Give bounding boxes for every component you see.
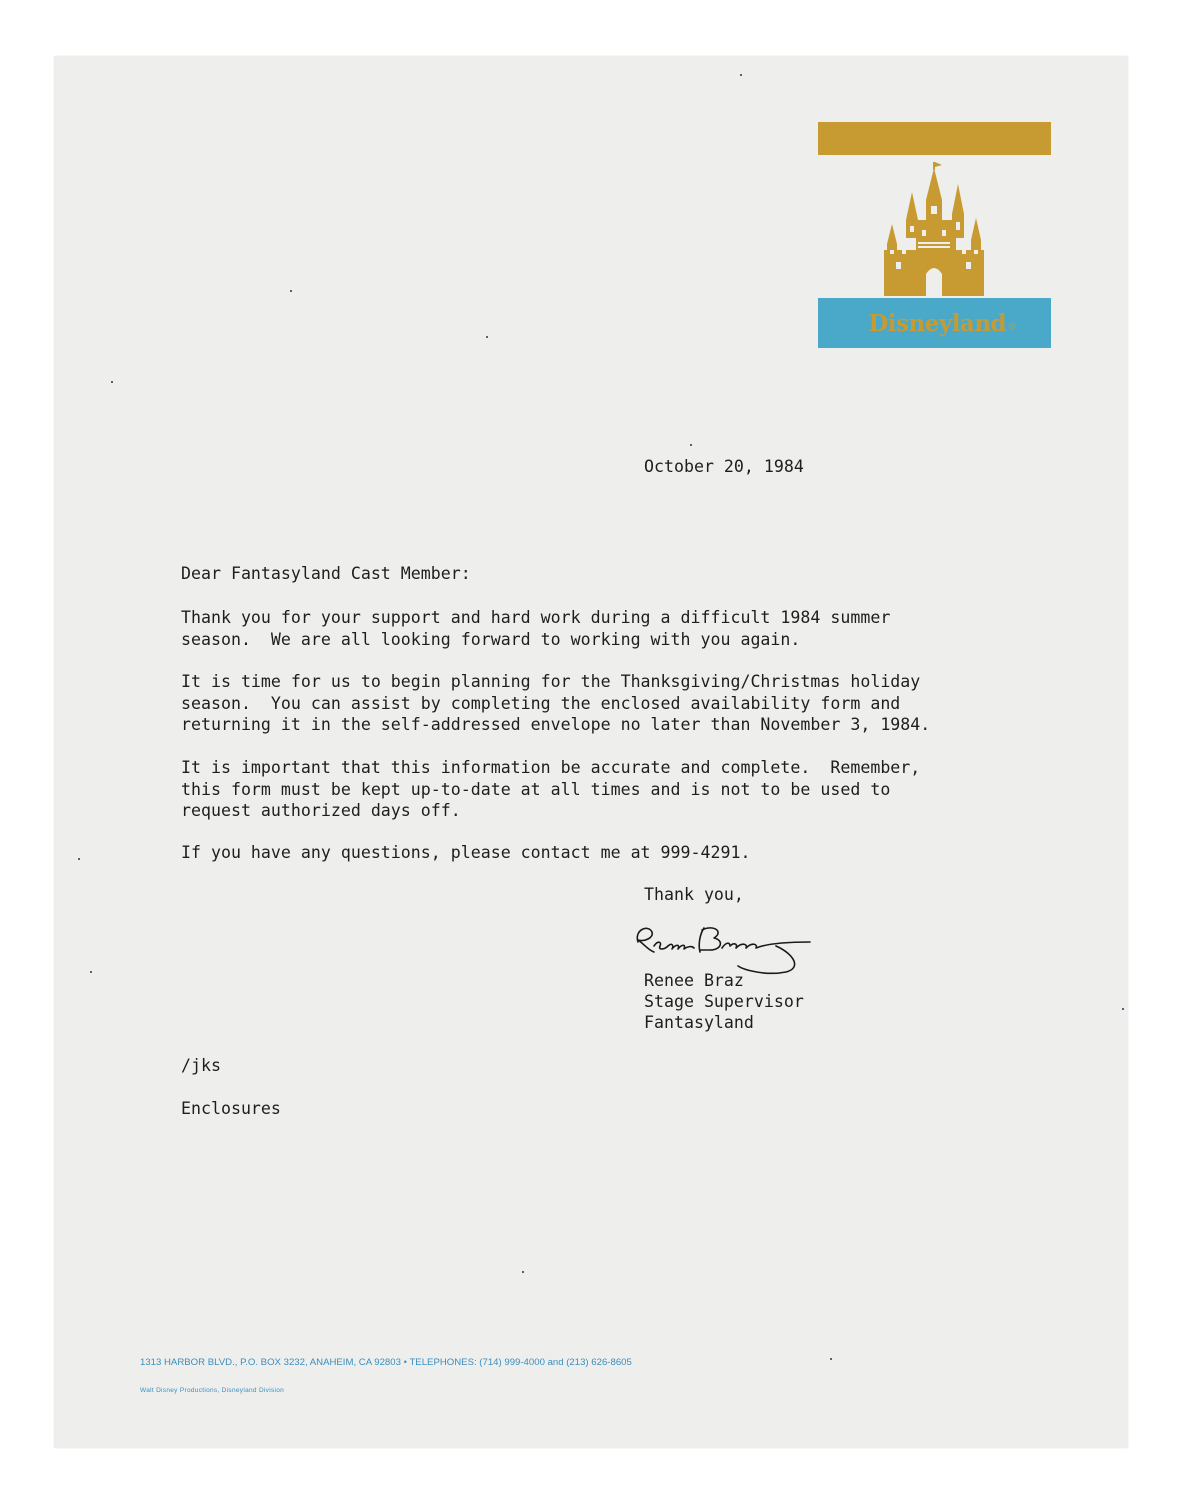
paper-speck [522, 1271, 524, 1273]
paper-speck [690, 444, 692, 446]
body-paragraph-3: It is important that this information be accurate and complete. Remember, this form must be kept up-to-date at all times and is not to be used to request authorized days off. [181, 758, 921, 820]
letterhead-gold-bar [818, 122, 1051, 155]
footer-address: 1313 HARBOR BLVD., P.O. BOX 3232, ANAHEIM, CA 92803 • TELEPHONES: (714) 999-4000 and (213) 626-8605 [140, 1357, 632, 1368]
paper-speck [486, 336, 488, 338]
paper-speck [740, 74, 742, 76]
body-paragraph-1: Thank you for your support and hard work during a difficult 1984 summer season. We are all looking forward to working with you again. [181, 608, 891, 649]
disneyland-logo [818, 298, 1051, 348]
typist-initials: /jks [181, 1056, 221, 1075]
paper-speck [830, 1358, 832, 1360]
registered-mark: ® [1008, 323, 1017, 333]
footer-division: Walt Disney Productions, Disneyland Division [140, 1387, 285, 1394]
letter-page [54, 56, 1128, 1448]
paper-speck [78, 858, 80, 860]
body-paragraph-2: It is time for us to begin planning for the Thanksgiving/Christmas holiday season. You can assist by completing the enclosed availability form and returning it in the self-addressed envelope no later than November 3, 1984. [181, 672, 931, 734]
letterhead-blue-bar [818, 298, 1051, 348]
signer-title: Stage Supervisor [644, 992, 804, 1011]
body-paragraph-4: If you have any questions, please contact me at 999-4291. [181, 843, 751, 862]
signer-name: Renee Braz [644, 971, 744, 990]
paper-speck [90, 971, 92, 973]
paper-speck [111, 381, 113, 383]
paper-speck [1122, 1008, 1124, 1010]
enclosures-note: Enclosures [181, 1099, 281, 1118]
signer-department: Fantasyland [644, 1013, 754, 1032]
paper-speck [290, 290, 292, 292]
closing: Thank you, [644, 885, 744, 904]
castle-icon [882, 162, 986, 296]
logo-wordmark: Disneyland [868, 309, 1007, 337]
salutation: Dear Fantasyland Cast Member: [181, 564, 471, 583]
letter-date: October 20, 1984 [644, 457, 804, 476]
